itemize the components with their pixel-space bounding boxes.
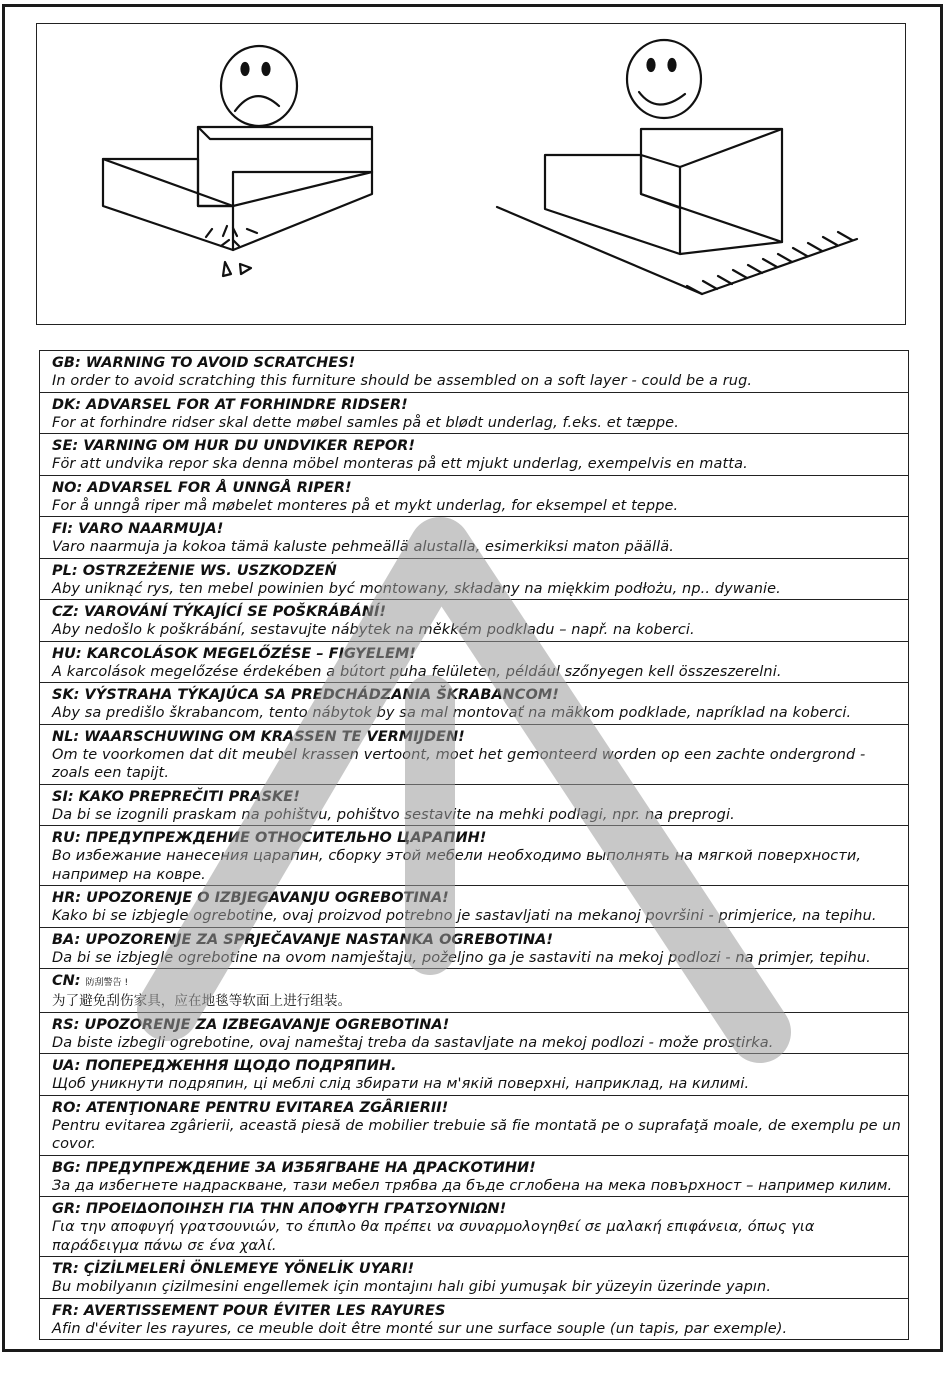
warning-text: In order to avoid scratching this furniture should be assembled on a soft layer - could be a rug. [52, 373, 753, 389]
warning-entry [40, 393, 908, 435]
furniture-no-rug-icon [103, 127, 372, 276]
warning-heading: GB: WARNING TO AVOID SCRATCHES! [52, 355, 356, 371]
warning-text: За да избегнете надраскване, тази мебел трябва да бъде сглобена на мека повърхност – например килим. [52, 1177, 893, 1194]
warning-heading-cn: 防刮警告 ! [85, 978, 129, 988]
warning-heading: NO: ADVARSEL FOR Å UNNGÅ RIPER! [52, 479, 352, 496]
warning-table [39, 350, 909, 1340]
warning-text: Varo naarmuja ja kokoa tämä kaluste pehmeällä alustalla, esimerkiksi maton päällä. [52, 539, 674, 555]
warning-text: Afin d'éviter les rayures, ce meuble doit être monté sur une surface souple (un tapis, par exemple). [52, 1320, 788, 1337]
warning-text: För att undvika repor ska denna möbel monteras på ett mjukt underlag, exempelvis en matta. [52, 456, 748, 472]
warning-text: Aby nedošlo k poškrábání, sestavujte nábytek na měkkém podkladu – např. na koberci. [52, 622, 695, 638]
assembly-illustration [37, 24, 905, 324]
warning-text: Во избежание нанесения царапин, сборку этой мебели необходимо выполнять на мягкой поверхности, например на ковре. [52, 848, 862, 883]
warning-text: Για την αποφυγή γρατσουνιών, το έπιπλο θα πρέπει να συναρμολογηθεί σε μαλακή επιφάνεια, όπως για παράδειγμα πάνω σε ένα χαλί. [52, 1219, 815, 1254]
warning-heading: DK: ADVARSEL FOR AT FORHINDRE RIDSER! [52, 396, 408, 413]
happy-face-icon [627, 40, 701, 118]
warning-entry [40, 559, 908, 601]
warning-heading: GR: ΠΡΟΕΙΔΟΠΟΙΗΣΗ ΓΙΑ ΤΗΝ ΑΠΟΦΥΓΗ ΓΡΑΤΣΟΥΝΙΩΝ! [52, 1201, 507, 1217]
warning-heading: RU: ПРЕДУПРЕЖДЕНИЕ ОТНОСИТЕЛЬНО ЦАРАПИН! [52, 830, 487, 846]
warning-entry [40, 785, 908, 827]
warning-text: Щоб уникнути подряпин, ці меблі слід збирати на м'якій поверхні, наприклад, на килимі. [52, 1076, 750, 1092]
warning-heading: FI: VARO NAARMUJA! [52, 521, 224, 537]
warning-entry [40, 928, 908, 970]
warning-heading: SK: VÝSTRAHA TÝKAJÚCA SA PREDCHÁDZANIA ŠKRABANCOM! [52, 687, 559, 703]
warning-text: Aby uniknąć rys, ten mebel powinien być montowany, składany na miękkim podłożu, np.. dywanie. [52, 580, 781, 597]
warning-heading: FR: AVERTISSEMENT POUR ÉVITER LES RAYURES [52, 1302, 446, 1319]
warning-text: Pentru evitarea zgârierii, această piesă de mobilier trebuie să fie montată pe o suprafaţă moale, de exemplu pe un covor. [52, 1117, 901, 1152]
warning-text: Bu mobilyanın çizilmesini engellemek için montajını halı gibi yumuşak bir yüzeyin üzerinde yapın. [52, 1279, 772, 1295]
warning-text: Da bi se izognili praskam na pohištvu, pohištvo sestavite na mehki podlagi, npr. na preprogi. [52, 806, 735, 823]
warning-entry [40, 683, 908, 725]
warning-entry [40, 1054, 908, 1096]
warning-entry [40, 1257, 908, 1299]
illustration-panel [36, 23, 906, 325]
warning-heading: RS: UPOZORENJE ZA IZBEGAVANJE OGREBOTINA! [52, 1016, 450, 1033]
warning-entry [40, 642, 908, 684]
warning-heading: SE: VARNING OM HUR DU UNDVIKER REPOR! [52, 438, 415, 454]
warning-entry [40, 351, 908, 393]
warning-entry [40, 517, 908, 559]
warning-heading: HR: UPOZORENJE O IZBJEGAVANJU OGREBOTINA! [52, 890, 449, 906]
warning-entry [40, 725, 908, 785]
warning-heading: NL: WAARSCHUWING OM KRASSEN TE VERMIJDEN! [52, 728, 465, 745]
furniture-on-rug-icon [497, 129, 857, 294]
warning-entry [40, 886, 908, 928]
warning-heading: BA: UPOZORENJE ZA SPRJEČAVANJE NASTANKA OGREBOTINA! [52, 931, 554, 948]
sad-face-icon [221, 46, 297, 126]
warning-heading: UA: ПОПЕРЕДЖЕННЯ ЩОДО ПОДРЯПИН. [52, 1058, 397, 1074]
warning-text: Da biste izbegli ogrebotine, ovaj nameštaj treba da sastavljate na mekoj podlozi - može prostirka. [52, 1034, 774, 1051]
warning-text: Aby sa predišlo škrabancom, tento nábytok by sa mal montovať na mäkkom podklade, napríklad na koberci. [52, 705, 852, 721]
warning-heading: PL: OSTRZEŻENIE WS. USZKODZEŃ [52, 562, 337, 579]
warning-text: Om te voorkomen dat dit meubel krassen vertoont, moet het gemonteerd worden op een zachte ondergrond - zoals een tapijt. [52, 746, 866, 781]
warning-entry [40, 1197, 908, 1257]
warning-entry [40, 969, 908, 1013]
warning-entry [40, 600, 908, 642]
warning-entry [40, 434, 908, 476]
warning-text: Da bi se izbjegle ogrebotine na ovom namještaju, poželjno ga je sastaviti na mekoj podlozi - na primjer, tepihu. [52, 949, 871, 966]
warning-entry [40, 1096, 908, 1156]
warning-heading: TR: ÇİZİLMELERİ ÖNLEMEYE YÖNELİK UYARI! [52, 1261, 415, 1277]
warning-entry [40, 1299, 908, 1340]
warning-text: Kako bi se izbjegle ogrebotine, ovaj proizvod potrebno je sastavljati na mekanoj površini - primjerice, na tepihu. [52, 908, 877, 924]
warning-entry [40, 1156, 908, 1198]
warning-text: A karcolások megelőzése érdekében a bútort puha felületen, például szőnyegen kell összeszerelni. [52, 663, 782, 680]
warning-heading: BG: ПРЕДУПРЕЖДЕНИЕ ЗА ИЗБЯГВАНЕ НА ДРАСКОТИНИ! [52, 1159, 536, 1176]
warning-entry [40, 826, 908, 886]
warning-text: For at forhindre ridser skal dette møbel samles på et blødt underlag, f.eks. et tæppe. [52, 414, 679, 431]
warning-entry [40, 476, 908, 518]
warning-entry [40, 1013, 908, 1055]
warning-heading: CN: 防刮警告 ! [52, 973, 129, 989]
warning-heading: CZ: VAROVÁNÍ TÝKAJÍCÍ SE POŠKRÁBÁNÍ! [52, 604, 387, 620]
warning-heading: HU: KARCOLÁSOK MEGELŐZÉSE – FIGYELEM! [52, 645, 416, 662]
warning-heading: SI: KAKO PREPREČITI PRASKE! [52, 788, 300, 805]
warning-heading: RO: ATENŢIONARE PENTRU EVITAREA ZGÂRIERII! [52, 1099, 449, 1116]
warning-text: For å unngå riper må møbelet monteres på et mykt underlag, for eksempel et teppe. [52, 497, 679, 514]
warning-text: 为了避免刮伤家具，应在地毯等软面上进行组装。 [52, 993, 352, 1009]
